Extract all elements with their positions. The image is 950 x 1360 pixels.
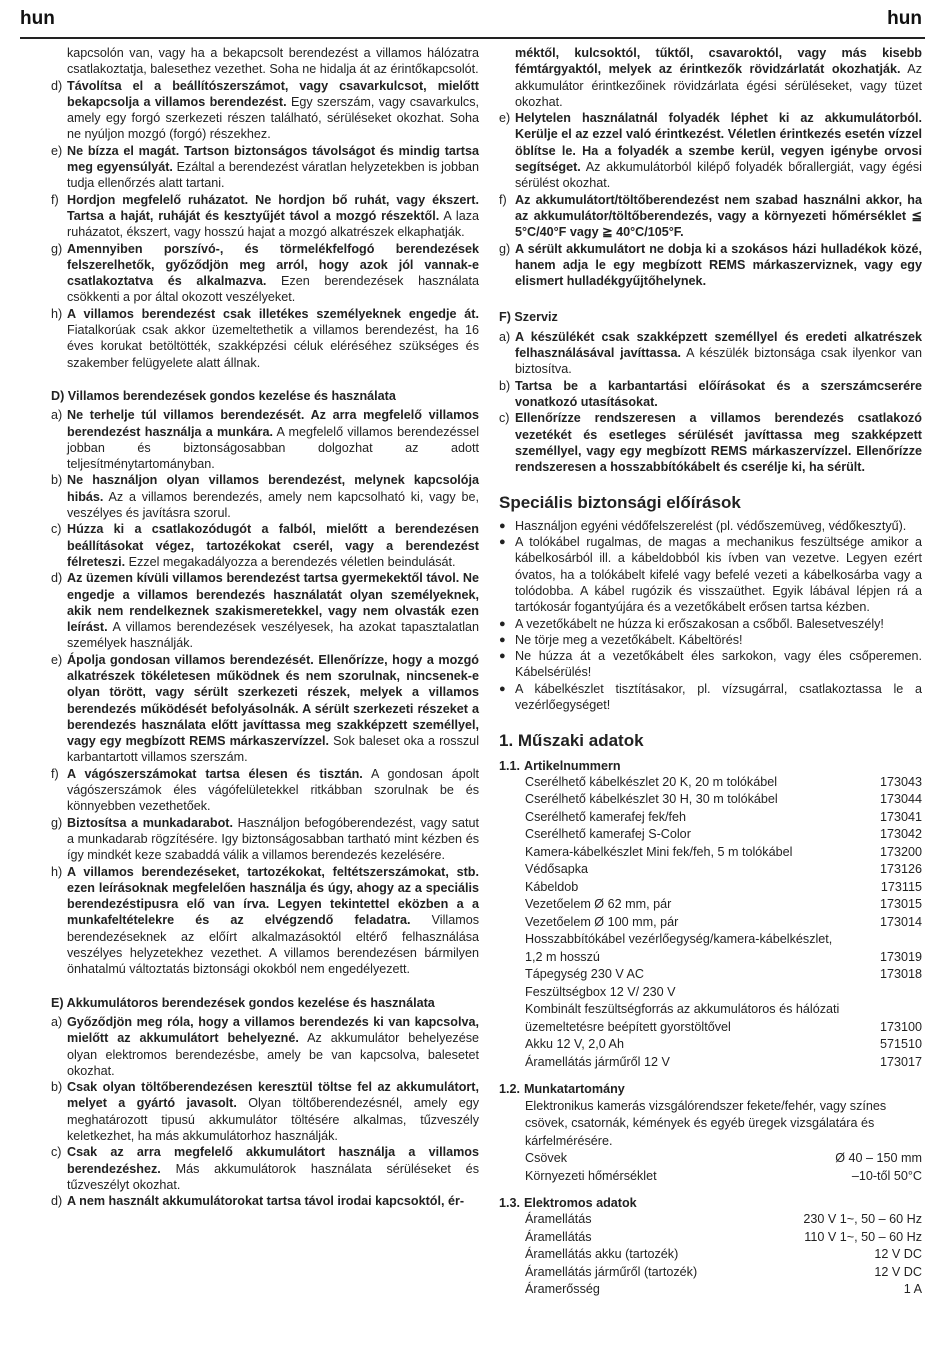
bullet-text: A tolókábel rugalmas, de magas a mechanikus feszültsége amikor a kábelkosárból ill. a kábeldobból kis ívben van vezetve. Legyen ezért óvatos, ha a tolókábelt kifelé vagy befelé vezeti a kábelkosárba vagy a tolódobba. A kábel rugózik és visszaüthet. Egyik lábával lépjen rá a tartókosár fogantyújára és a vezetőkábelt erősen tartsa kézben. xyxy=(515,535,922,615)
item-emphasis: Győződjön meg róla, hogy a villamos berendezés ki van kapcsolva, mielőtt az akkumulátort behelyezné. xyxy=(67,1014,479,1046)
row-value: 12 V DC xyxy=(874,1247,922,1262)
list-item xyxy=(51,78,479,143)
list-item xyxy=(51,241,479,306)
item-text xyxy=(67,815,479,864)
item-marker: a) xyxy=(51,1014,63,1029)
list-item xyxy=(499,192,922,241)
row-value: 173044 xyxy=(879,792,922,807)
item-emphasis: Csak az arra megfelelő akkumulátort használja a villamos berendezéshez. xyxy=(67,1145,479,1176)
section-e-title: E) Akkumulátoros berendezések gondos kezelése és használata xyxy=(51,995,435,1010)
item-emphasis: Távolítsa el a beállítószerszámot, vagy csavarkulcsot, mielőtt bekapcsolja a villamos berendezést. xyxy=(67,78,479,109)
table-row xyxy=(499,1264,922,1282)
row-value: 173115 xyxy=(880,879,922,894)
item-text xyxy=(67,1193,479,1209)
item-emphasis: Ellenőrízze rendszeresen a villamos berendezés csatlakozó vezetékét és esetleges sérülését javíttassa meg szakképzett személlyel, vagy egy megbízott REMS márkaszervízzel. Ellenőrízze rendszeresen a hosszabbítókábelt és cserélje ki, ha sérült. xyxy=(515,411,922,475)
list-item xyxy=(499,241,922,290)
item-marker: e) xyxy=(51,652,63,667)
table-row xyxy=(499,791,922,809)
row-label: Cserélhető kábelkészlet 30 H, 30 m tolókábel xyxy=(525,792,778,807)
row-value: 110 V 1~, 50 – 60 Hz xyxy=(804,1229,922,1244)
table-row xyxy=(499,1281,922,1299)
item-text xyxy=(515,241,922,290)
electrical-data-table xyxy=(499,1211,922,1299)
item-emphasis: Amennyiben porszívó-, és törmelékfelfogó berendezések felszerelhetők, győződjön meg arról, hogy azok jól vannak-e csatlakoztatva és alkalmazva. xyxy=(67,241,479,289)
continuation-text: Az akkumulátor érintkezőinek rövidzárlata égési sérüléseket, vagy tüzet okozhat. xyxy=(515,62,922,109)
item-text xyxy=(515,110,922,191)
table-row xyxy=(499,879,922,897)
row-label: üzemeltetésre beépített gyorstöltővel xyxy=(525,1019,731,1034)
table-row xyxy=(499,984,922,1002)
item-text xyxy=(67,521,479,570)
item-emphasis: A vágószerszámokat tartsa élesen és tisztán. xyxy=(67,766,363,781)
item-marker: c) xyxy=(51,1145,62,1160)
table-row xyxy=(499,1054,922,1072)
row-value: 1 A xyxy=(903,1282,922,1297)
item-body: Sok baleset oka a rosszul karbantartott villamos szerszám. xyxy=(67,734,479,765)
list-item xyxy=(51,472,479,521)
item-marker: b) xyxy=(499,378,511,393)
item-emphasis: Helytelen használatnál folyadék léphet ki az akkumulátorból. Kerülje el az ezzel való érintkezést. Véletlen érintkezés esetén vízzel öblítse le. Ha a folyadék a szembe kerül, vegyen igénybe orvosi segítséget. xyxy=(515,111,922,175)
row-label: Áramerősség xyxy=(525,1282,600,1297)
row-label: Kombinált feszültségforrás az akkumulátoros és hálózati xyxy=(525,1002,840,1017)
table-row xyxy=(499,1229,922,1247)
bullet-text: A kábelkészlet tisztításakor, pl. vízsugárral, csatlakoztassa le a vezérlőegységet! xyxy=(515,681,922,712)
item-body: Olyan töltőberendezésnél, amely egy meghatározott tipusú akkumulátor töltésére alkalmas, tűzveszély keletkezhet, ha más akkumulátorhoz használják. xyxy=(67,1096,479,1143)
bullet-item xyxy=(499,616,922,632)
item-text xyxy=(67,1079,479,1144)
row-value: 173017 xyxy=(879,1054,922,1069)
table-row xyxy=(499,1150,922,1168)
table-row xyxy=(499,949,922,967)
bullet-dot-icon: ● xyxy=(499,617,506,630)
table-row xyxy=(499,914,922,932)
left-column xyxy=(51,45,479,1209)
item-text xyxy=(515,378,922,411)
table-row xyxy=(499,1168,922,1186)
row-value: 173100 xyxy=(879,1019,922,1034)
item-text xyxy=(515,410,922,475)
bullet-item xyxy=(499,632,922,648)
item-body: Használjon befogóberendezést, vagy satut a munkadarab rögzítésére. Igy biztonságosabban tartható mint kézben és így mindkét keze szabaddá válik a villamos berendezés kezelésére. xyxy=(67,815,479,863)
subsection-number: 1.3. xyxy=(499,1196,521,1211)
section-e-items xyxy=(51,1014,479,1210)
item-emphasis: Az üzemen kívüli villamos berendezést tartsa gyermekektől távol. Ne engedje a villamos berendezés használatát olyan személyeknek, akik nem rendelkeznek szakismeretekkel, vagy nem olvasták ezen leírást. xyxy=(67,571,479,635)
row-label: Feszültségbox 12 V/ 230 V xyxy=(525,984,676,999)
item-marker: b) xyxy=(51,1080,63,1095)
row-label: Cserélhető kamerafej fek/feh xyxy=(525,809,687,824)
table-row xyxy=(499,1036,922,1054)
list-item xyxy=(51,815,479,864)
item-emphasis: A készülékét csak szakképzett személlyel és eredeti alkatrészek felhasználásával javíttassa. xyxy=(515,329,922,361)
row-value: 173018 xyxy=(879,967,922,982)
bullet-item xyxy=(499,534,922,615)
special-safety-title: Speciális biztonsági előírások xyxy=(499,493,741,513)
row-value: 173014 xyxy=(879,914,922,929)
item-body: A laza ruházatot, ékszert, vagy hosszú hajat a mozgó alkatrészek elkaphatják. xyxy=(67,208,479,240)
item-body: Ezzel megakadályozza a berendezés véletlen beindulását. xyxy=(125,554,456,569)
row-value: 173126 xyxy=(879,862,922,877)
subsection-1-1-heading xyxy=(499,758,922,774)
list-item xyxy=(499,378,922,411)
row-label: Hosszabbítókábel vezérlőegység/kamera-kábelkészlet, xyxy=(525,932,833,947)
row-label: Áramellátás járműről 12 V xyxy=(525,1054,670,1069)
item-emphasis: Biztosítsa a munkadarabot. xyxy=(67,815,233,830)
bullet-dot-icon: ● xyxy=(499,633,506,646)
bullet-dot-icon: ● xyxy=(499,536,506,549)
section-c-continuation: kapcsolón van, vagy ha a bekapcsolt berendezést a villamos hálózatra csatlakoztatja, balesethez vezethet. Soha ne hidalja át az érintőkapcsolót. xyxy=(67,46,479,77)
item-marker: c) xyxy=(51,522,62,537)
subsection-title: Munkatartomány xyxy=(524,1082,625,1097)
bullet-dot-icon: ● xyxy=(499,682,506,695)
item-text xyxy=(67,1014,479,1079)
bullet-text: A vezetőkábelt ne húzza ki erőszakosan a csőből. Balesetveszély! xyxy=(515,616,884,631)
item-text xyxy=(67,472,479,521)
list-item xyxy=(51,192,479,241)
row-value: –10-től 50°C xyxy=(851,1168,922,1183)
list-item xyxy=(51,407,479,472)
list-item xyxy=(51,1144,479,1193)
item-emphasis: Ne bízza el magát. Tartson biztonságos távolságot és mindig tartsa meg egyensúlyát. xyxy=(67,143,479,175)
item-body: A megfelelő villamos berendezéssel jobban és biztonságosabban dolgozhat az adott teljesítménytartományban. xyxy=(67,424,479,472)
item-body: Fiatalkorúak csak akkor üzemeltethetik a villamos berendezést, ha 16 éves korukat betöltötték, szakképzési céluk eléréséhez szükséges és szakember felügyelete alatt állnak. xyxy=(67,323,479,370)
subsection-1-2-heading xyxy=(499,1081,922,1097)
item-emphasis: A villamos berendezéseket, tartozékokat, feltétszerszámokat, stb. ezen leírásoknak megfelelően használja és úgy, ahogy az a speciális berendezéstipusra elő van írva. Legyen tekintettel eközben a a munkafeltételekre és az elvégzendő feladatra. xyxy=(67,864,479,928)
item-emphasis: Ne terhelje túl villamos berendezését. Az arra megfelelő villamos berendezést használja a munkára. xyxy=(67,408,479,439)
list-item xyxy=(51,521,479,570)
row-label: Vezetőelem Ø 62 mm, pár xyxy=(525,897,672,912)
table-row xyxy=(499,1001,922,1019)
continuation-bold: méktől, kulcsoktól, tűktől, csavaroktól, vagy más kisebb fémtárgyaktól, melyek az érintkezők rövidzárlatát okozhatják. xyxy=(515,46,922,77)
list-item xyxy=(51,652,479,766)
item-marker: f) xyxy=(51,766,59,781)
item-marker: a) xyxy=(51,408,63,423)
row-label: Áramellátás xyxy=(525,1229,592,1244)
item-text xyxy=(67,652,479,766)
bullet-item xyxy=(499,681,922,714)
section-c-items xyxy=(51,78,479,371)
item-marker: g) xyxy=(499,241,511,256)
item-emphasis: Húzza ki a csatlakozódugót a falból, mielőtt a berendezésen beállításokat végez, tartozékokat cserél, vagy a berendezést félreteszi. xyxy=(67,522,479,569)
item-emphasis: A nem használt akkumulátorokat tartsa távol irodai kapcsoktól, ér- xyxy=(67,1194,465,1209)
subsection-number: 1.2. xyxy=(499,1082,521,1097)
section-e-continuation xyxy=(499,45,922,110)
row-label: Cserélhető kamerafej S-Color xyxy=(525,827,691,842)
item-emphasis: Hordjon megfelelő ruházatot. Ne hordjon bő ruhát, vagy ékszert. Tartsa a haját, ruháját és kesztyűjét távol a mozgó részektől. xyxy=(67,192,479,223)
item-text xyxy=(515,329,922,378)
item-emphasis: Tartsa be a karbantartási előírásokat és a szerszámcserére vonatkozó utasításokat. xyxy=(515,378,922,409)
item-marker: c) xyxy=(499,411,510,426)
table-row xyxy=(499,826,922,844)
table-row xyxy=(499,1211,922,1229)
list-item xyxy=(51,766,479,815)
list-item xyxy=(499,110,922,191)
row-value: 230 V 1~, 50 – 60 Hz xyxy=(803,1212,922,1227)
section-d-items xyxy=(51,407,479,977)
list-item xyxy=(51,570,479,651)
row-label: 1,2 m hosszú xyxy=(525,949,600,964)
row-label: Csövek xyxy=(525,1151,567,1166)
list-item xyxy=(51,1079,479,1144)
bullet-text: Használjon egyéni védőfelszerelést (pl. védőszemüveg, védőkesztyű). xyxy=(515,518,907,533)
item-emphasis: Csak olyan töltőberendezésen keresztül töltse fel az akkumulátort, melyet a gyártó javasolt. xyxy=(67,1080,479,1111)
item-body: Más akkumulátorok használata sérüléseket és tűzveszélyt okozhat. xyxy=(67,1161,479,1192)
subsection-title: Elektromos adatok xyxy=(524,1196,637,1211)
row-label: Cserélhető kábelkészlet 20 K, 20 m tolókábel xyxy=(525,774,778,789)
table-row xyxy=(499,931,922,949)
table-row xyxy=(499,809,922,827)
row-label: Vezetőelem Ø 100 mm, pár xyxy=(525,914,679,929)
row-value: 12 V DC xyxy=(874,1264,922,1279)
table-row xyxy=(499,844,922,862)
item-text xyxy=(67,766,479,815)
list-item xyxy=(51,143,479,192)
item-text xyxy=(67,407,479,472)
item-body: A gondosan ápolt vágószerszámok éles vágófelületekkel ritkábban szorulnak be és könnyebben vezethetőek. xyxy=(67,766,479,814)
working-range-table xyxy=(499,1150,922,1185)
list-item xyxy=(499,329,922,378)
working-range-description: Elektronikus kamerás vizsgálórendszer fekete/fehér, vagy színes csövek, csatornák, kémények és egyéb üregek vizsgálatára és kárfelmérésére. xyxy=(525,1098,887,1148)
list-item xyxy=(51,306,479,371)
table-row xyxy=(499,896,922,914)
item-marker: e) xyxy=(499,111,511,126)
subsection-number: 1.1. xyxy=(499,758,521,773)
item-emphasis: Ápolja gondosan villamos berendezését. Ellenőrízze, hogy a mozgó alkatrészek tökéletesen működnek és nem szorulnak, nincsenek-e olyan törött, vagy sérült szerkezeti részek, melyek a villamos berendezés működését befolyásolnák. A sérült szerkezeti részeket a berendezés használata előtt javíttassa meg szakképzett személlyel, vagy egy megbízott REMS márkaszervízzel. xyxy=(67,652,479,749)
bullet-text: Ne húzza át a vezetőkábelt éles sarkokon, vagy éles csőperemen. Kábelsérülés! xyxy=(515,649,922,680)
item-emphasis: Ne használjon olyan villamos berendezést, melynek kapcsolója hibás. xyxy=(67,473,479,504)
item-text xyxy=(67,78,479,143)
row-value xyxy=(875,984,922,1002)
subsection-title: Artikelnummern xyxy=(524,758,621,773)
item-marker: b) xyxy=(51,473,63,488)
section-d-title: D) Villamos berendezések gondos kezelése és használata xyxy=(51,388,396,403)
table-row xyxy=(499,1019,922,1037)
row-label: Környezeti hőmérséklet xyxy=(525,1168,657,1183)
item-marker: g) xyxy=(51,815,63,830)
technical-data-title: 1. Műszaki adatok xyxy=(499,731,644,751)
row-label: Áramellátás xyxy=(525,1212,592,1227)
row-label: Kábeldob xyxy=(525,879,579,894)
item-body: Ezen berendezések használata csökkenti a por által okozott veszélyeket. xyxy=(67,274,480,305)
item-text xyxy=(67,241,479,306)
item-marker: g) xyxy=(51,241,63,256)
row-value: 173019 xyxy=(879,949,922,964)
row-value: 173041 xyxy=(879,809,922,824)
bullet-dot-icon: ● xyxy=(499,519,506,532)
item-text xyxy=(67,143,479,192)
list-item xyxy=(51,1193,479,1209)
row-label: Áramellátás akku (tartozék) xyxy=(525,1247,679,1262)
row-label: Kamera-kábelkészlet Mini fek/feh, 5 m tolókábel xyxy=(525,844,793,859)
item-marker: d) xyxy=(51,1194,63,1209)
item-marker: d) xyxy=(51,78,63,93)
section-f-items xyxy=(499,329,922,476)
item-marker: a) xyxy=(499,329,511,344)
header-rule xyxy=(20,37,925,39)
subsection-1-3-heading xyxy=(499,1195,922,1211)
item-marker: f) xyxy=(499,192,507,207)
item-emphasis: A sérült akkumulátort ne dobja ki a szokásos házi hulladékok közé, hanem adja le egy megbízott REMS márkaszerviznek, vagy egy elismert hulladékgyűjtőhelynek. xyxy=(515,241,922,289)
table-row xyxy=(499,861,922,879)
item-emphasis: Az akkumulátort/töltőberendezést nem szabad használni akkor, ha az akkumulátor/töltőberendezés, vagy a környezeti hőmérséklet ≦ 5°C/40°F vagy ≧ 40°C/105°F. xyxy=(515,192,922,240)
row-label: Tápegység 230 V AC xyxy=(525,967,645,982)
item-text xyxy=(67,570,479,651)
article-number-table xyxy=(499,774,922,1072)
item-body: A készülék biztonsága csak ilyenkor van biztosítva. xyxy=(515,346,922,377)
row-value xyxy=(875,1001,922,1019)
row-label: Áramellátás járműről (tartozék) xyxy=(525,1264,698,1279)
table-row xyxy=(499,966,922,984)
language-label-left: hun xyxy=(20,8,55,29)
row-label: Védősapka xyxy=(525,862,589,877)
table-row xyxy=(499,1246,922,1264)
item-text xyxy=(67,306,479,371)
row-value xyxy=(875,931,922,949)
item-emphasis: A villamos berendezést csak illetékes személyeknek engedje át. xyxy=(67,306,479,321)
item-text xyxy=(67,1144,479,1193)
item-body: A villamos berendezések veszélyesek, ha azokat tapasztalatlan személyek használják. xyxy=(67,620,479,651)
row-value: 173200 xyxy=(879,844,922,859)
right-column xyxy=(499,45,922,1299)
item-marker: h) xyxy=(51,306,63,321)
bullet-dot-icon: ● xyxy=(499,650,506,663)
bullet-text: Ne törje meg a vezetőkábelt. Kábeltörés! xyxy=(515,632,743,647)
list-item xyxy=(51,1014,479,1079)
section-e-items-continued xyxy=(499,110,922,289)
item-marker: d) xyxy=(51,571,63,586)
item-marker: h) xyxy=(51,864,63,879)
list-item xyxy=(51,864,479,978)
special-safety-list xyxy=(499,518,922,714)
item-text xyxy=(515,192,922,241)
language-label-right: hun xyxy=(887,8,922,29)
table-row xyxy=(499,774,922,792)
row-value: 173015 xyxy=(879,897,922,912)
row-value: 571510 xyxy=(879,1037,922,1052)
row-value: Ø 40 – 150 mm xyxy=(835,1151,922,1166)
row-label: Akku 12 V, 2,0 Ah xyxy=(525,1037,624,1052)
bullet-item xyxy=(499,518,922,534)
row-value: 173042 xyxy=(879,827,922,842)
item-text xyxy=(67,192,479,241)
item-marker: f) xyxy=(51,192,59,207)
section-f-title: F) Szerviz xyxy=(499,310,558,325)
item-body: Az akkumulátor behelyezése olyan elektromos berendezésbe, amely be van kapcsolva, balesetet okozhat. xyxy=(67,1031,479,1078)
row-value: 173043 xyxy=(879,774,922,789)
item-body: Az a villamos berendezés, amely nem kapcsolható ki, vagy be, veszélyes és javításra szorul. xyxy=(67,489,479,521)
item-body: Az akkumulátorból kilépő folyadék bőrallergiát, vagy égési sérülést okozhat. xyxy=(515,160,922,191)
item-marker: e) xyxy=(51,143,63,158)
item-body: Ezáltal a berendezést váratlan helyzetekben is jobban tudja ellenőrzés alatt tartani. xyxy=(67,160,479,191)
list-item xyxy=(499,410,922,475)
bullet-item xyxy=(499,648,922,681)
item-body: Egy szerszám, vagy csavarkulcs, amely egy forgó szerkezeti részen található, sérüléseket okozhat. Soha ne nyúljon mozgó (forgó) részekhez. xyxy=(67,94,479,142)
item-body: Villamos berendezéseknek az előírt alkalmazásoktól eltérő felhasználása veszélyes helyzetekhez vezethet. A villamos berendezésen bármilyen önhatalmú változtatás biztonsági okokból nem engedélyezett. xyxy=(67,913,479,977)
item-text xyxy=(67,864,479,978)
